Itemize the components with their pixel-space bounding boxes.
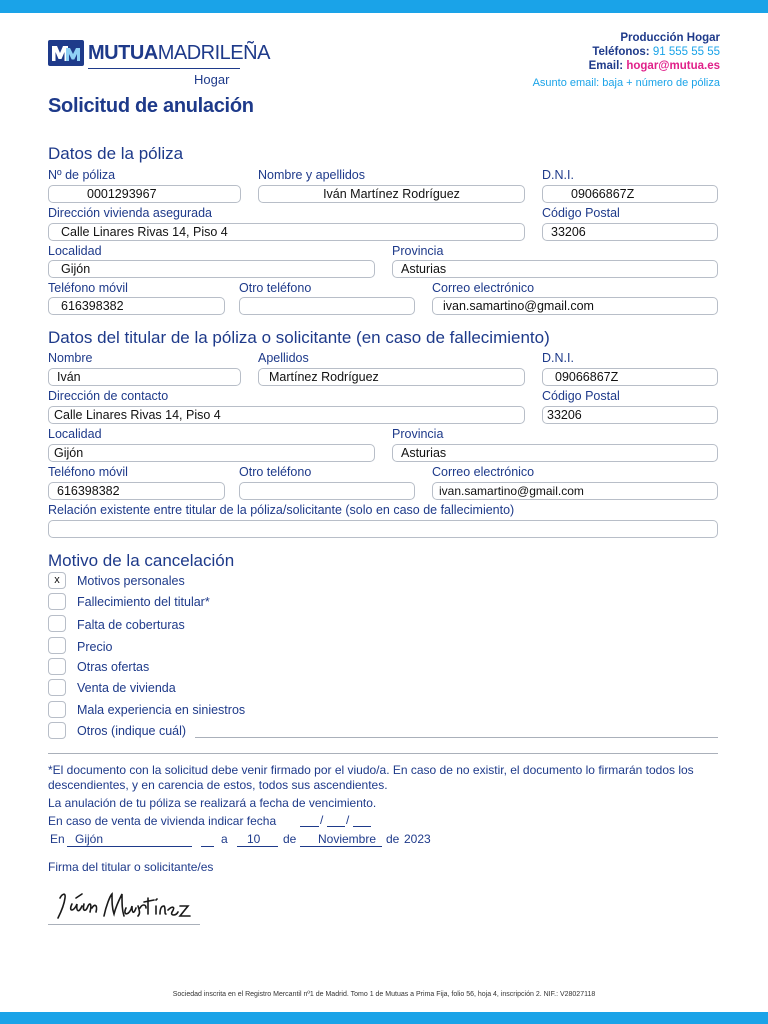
poliza-dni-label: D.N.I. [542, 168, 574, 182]
poliza-otro-field[interactable] [239, 297, 415, 315]
contact-note: Asunto email: baja + número de póliza [532, 77, 720, 89]
document-title: Solicitud de anulación [48, 95, 254, 117]
checkbox-falta-coberturas[interactable] [48, 615, 66, 632]
brand-underline [88, 68, 240, 69]
poliza-movil-field[interactable]: 616398382 [48, 297, 225, 315]
brand-name: MUTUAMADRILEÑA [88, 42, 270, 64]
mm-logo-icon [48, 40, 84, 66]
titular-nombre-field[interactable]: Iván [48, 368, 241, 386]
titular-dir-label: Dirección de contacto [48, 389, 169, 403]
titular-correo-field[interactable]: ivan.samartino@gmail.com [432, 482, 718, 500]
fecha-gap-line [201, 846, 214, 847]
fecha-anio-value[interactable]: 2023 [404, 832, 431, 846]
poliza-dir-field[interactable]: Calle Linares Rivas 14, Piso 4 [48, 223, 525, 241]
checkbox-otras-ofertas[interactable] [48, 658, 66, 675]
titular-apellidos-field[interactable]: Martínez Rodríguez [258, 368, 525, 386]
checkbox-label: Otros (indique cuál) [77, 724, 187, 738]
checkbox-mala-experiencia[interactable] [48, 701, 66, 718]
note-venta-fecha: En caso de venta de vivienda indicar fecha [48, 814, 277, 828]
checkbox-fallecimiento[interactable] [48, 593, 66, 610]
poliza-movil-label: Teléfono móvil [48, 281, 128, 295]
fecha-dia-line [237, 846, 278, 847]
top-accent-bar [0, 0, 768, 13]
fecha-de-label-2: de [386, 832, 400, 846]
titular-movil-field[interactable]: 616398382 [48, 482, 225, 500]
titular-cp-label: Código Postal [542, 389, 620, 403]
poliza-dni-field[interactable]: 09066867Z [542, 185, 718, 203]
brand-sub: Hogar [194, 72, 230, 87]
checkbox-label: Falta de coberturas [77, 618, 185, 632]
contact-title: Producción Hogar [620, 32, 720, 44]
otros-write-line[interactable] [195, 737, 718, 738]
poliza-loc-field[interactable]: Gijón [48, 260, 375, 278]
titular-nombre-label: Nombre [48, 351, 93, 365]
poliza-correo-field[interactable]: ivan.samartino@gmail.com [432, 297, 718, 315]
contact-phone: Teléfonos: 91 555 55 55 [592, 46, 720, 58]
fecha-lugar-value[interactable]: Gijón [75, 832, 104, 846]
section-motivo-heading: Motivo de la cancelación [48, 551, 235, 570]
checkbox-label: Precio [77, 640, 113, 654]
fecha-en-label: En [50, 832, 65, 846]
bottom-accent-bar [0, 1012, 768, 1024]
fecha-dia-value[interactable]: 10 [247, 832, 261, 846]
fecha-de-label: de [283, 832, 297, 846]
checkbox-precio[interactable] [48, 637, 66, 654]
poliza-nombre-label: Nombre y apellidos [258, 168, 365, 182]
note-fallecimiento: *El documento con la solicitud debe venir firmado por el viudo/a. En caso de no existir, el documento lo firmarán todos los descendientes, y en carencia de estos, todos sus ascendientes. [48, 763, 694, 792]
signature-image [52, 886, 212, 926]
legal-footer: Sociedad inscrita en el Registro Mercantil nº1 de Madrid. Tomo 1 de Mutuas a Prima Fija, folio 56, hoja 4, inscripción 2. NIF.: V28027118 [172, 991, 596, 998]
titular-relacion-label: Relación existente entre titular de la póliza/solicitante (solo en caso de fallecimiento) [48, 503, 515, 517]
checkbox-otros[interactable] [48, 722, 66, 739]
section-titular-heading: Datos del titular de la póliza o solicitante (en caso de fallecimiento) [48, 328, 550, 347]
poliza-dir-label: Dirección vivienda asegurada [48, 206, 212, 220]
date-slash: / [320, 813, 324, 827]
section-poliza-heading: Datos de la póliza [48, 144, 184, 163]
note-vencimiento: La anulación de tu póliza se realizará a fecha de vencimiento. [48, 796, 377, 810]
titular-otro-label: Otro teléfono [239, 465, 312, 479]
titular-loc-label: Localidad [48, 427, 102, 441]
poliza-correo-label: Correo electrónico [432, 281, 535, 295]
checkbox-label: Fallecimiento del titular* [77, 595, 210, 609]
fecha-a-label: a [221, 832, 228, 846]
poliza-otro-label: Otro teléfono [239, 281, 312, 295]
poliza-prov-label: Provincia [392, 244, 444, 258]
fecha-mes-line [300, 846, 382, 847]
firma-label: Firma del titular o solicitante/es [48, 860, 214, 874]
firma-line [48, 924, 200, 925]
titular-prov-label: Provincia [392, 427, 444, 441]
titular-cp-field[interactable]: 33206 [542, 406, 718, 424]
venta-dia-line[interactable] [300, 826, 319, 827]
fecha-mes-value[interactable]: Noviembre [318, 832, 377, 846]
venta-mes-line[interactable] [327, 826, 345, 827]
poliza-cp-label: Código Postal [542, 206, 620, 220]
checkbox-motivos-personales[interactable]: x [48, 572, 66, 589]
checkbox-label: Mala experiencia en siniestros [77, 703, 246, 717]
brand-logo [48, 36, 270, 88]
checkbox-label: Venta de vivienda [77, 681, 176, 695]
date-slash: / [346, 813, 350, 827]
otros-write-line-2[interactable] [48, 753, 718, 754]
poliza-nombre-field[interactable]: Iván Martínez Rodríguez [258, 185, 525, 203]
checkbox-label: Motivos personales [77, 574, 185, 588]
poliza-num-field[interactable]: 0001293967 [48, 185, 241, 203]
contact-email: Email: hogar@mutua.es [588, 60, 720, 72]
checkbox-venta-vivienda[interactable] [48, 679, 66, 696]
titular-movil-label: Teléfono móvil [48, 465, 128, 479]
titular-correo-label: Correo electrónico [432, 465, 535, 479]
fecha-lugar-line [67, 846, 192, 847]
titular-relacion-field[interactable] [48, 520, 718, 538]
titular-otro-field[interactable] [239, 482, 415, 500]
poliza-loc-label: Localidad [48, 244, 102, 258]
signature-text: Iván Martínez [52, 886, 59, 887]
titular-dni-label: D.N.I. [542, 351, 574, 365]
poliza-num-label: Nº de póliza [48, 168, 116, 182]
poliza-cp-field[interactable]: 33206 [542, 223, 718, 241]
titular-dni-field[interactable]: 09066867Z [542, 368, 718, 386]
titular-prov-field[interactable]: Asturias [392, 444, 718, 462]
checkbox-label: Otras ofertas [77, 660, 150, 674]
contact-block [533, 31, 720, 90]
titular-dir-field[interactable]: Calle Linares Rivas 14, Piso 4 [48, 406, 525, 424]
titular-loc-field[interactable]: Gijón [48, 444, 375, 462]
poliza-prov-field[interactable]: Asturias [392, 260, 718, 278]
titular-apellidos-label: Apellidos [258, 351, 309, 365]
venta-anio-line[interactable] [353, 826, 371, 827]
